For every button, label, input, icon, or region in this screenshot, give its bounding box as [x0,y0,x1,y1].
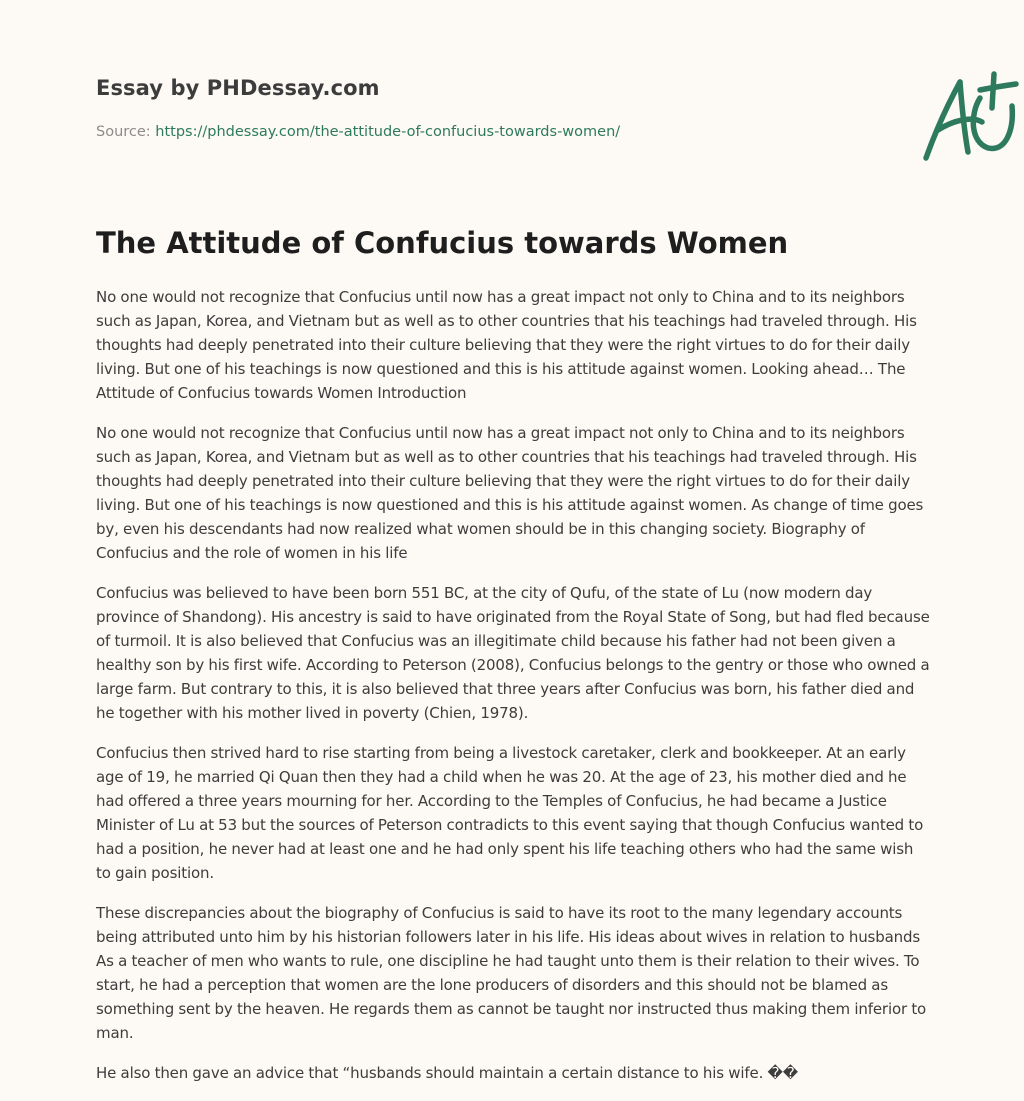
paragraph: No one would not recognize that Confucius until now has a great impact not only to China and to its neighbors such as Japan, Korea, and Vietnam but as well as to other countries that his teachings had traveled through. His thoughts had deeply penetrated into their culture believing that they were the right virtues to do for their daily living. But one of his teachings is now questioned and this is his attitude against women. As change of time goes by, even his descendants had now realized what women should be in this changing society. Biography of Confucius and the role of women in his life [96,424,924,562]
brand-name: Essay by PHDessay.com [96,76,380,100]
paragraph: Confucius then strived hard to rise starting from being a livestock caretaker, clerk and bookkeeper. At an early age of 19, he married Qi Quan then they had a child when he was 20. At the age of 23, his mother died and he had offered a three years mourning for her. According to the Temples of Confucius, he had became a Justice Minister of Lu at 53 but the sources of Peterson contradicts to this event saying that though Confucius wanted to had a position, he never had at least one and he had only spent his life teaching others who had the same wish to gain position. [96,744,924,882]
a-plus-logo-icon [918,68,1022,164]
source-label: Source: [96,124,156,140]
paragraph: No one would not recognize that Confucius until now has a great impact not only to China and to its neighbors such as Japan, Korea, and Vietnam but as well as to other countries that his teachings had traveled through. His thoughts had deeply penetrated into their culture believing that they were the right virtues to do for their daily living. But one of his teachings is now questioned and this is his attitude against women. Looking ahead… The Attitude of Confucius towards Women Introduction [96,288,917,402]
paragraph: These discrepancies about the biography of Confucius is said to have its root to the many legendary accounts being attributed unto him by his historian followers later in his life. His ideas about wives in relation to husbands As a teacher of men who wants to rule, one discipline he had taught unto them is their relation to their wives. To start, he had a perception that women are the lone producers of disorders and this should not be blamed as something sent by the heaven. He regards them as cannot be taught nor instructed thus making them inferior to man. [96,904,927,1042]
source-link[interactable]: https://phdessay.com/the-attitude-of-confucius-towards-women/ [155,124,621,140]
essay-body [96,285,930,1101]
source-line [96,124,620,140]
paragraph: Confucius was believed to have been born 551 BC, at the city of Qufu, of the state of Lu (now modern day province of Shandong). His ancestry is said to have originated from the Royal State of Song, but had fled because of turmoil. It is also believed that Confucius was an illegitimate child because his father had not been given a healthy son by his first wife. According to Peterson (2008), Confucius belongs to the gentry or those who owned a large farm. But contrary to this, it is also believed that three years after Confucius was born, his father died and he together with his mother lived in poverty (Chien, 1978). [96,584,930,722]
paragraph: He also then gave an advice that “husbands should maintain a certain distance to his wife. �� [96,1064,798,1082]
essay-title: The Attitude of Confucius towards Women [96,226,789,260]
